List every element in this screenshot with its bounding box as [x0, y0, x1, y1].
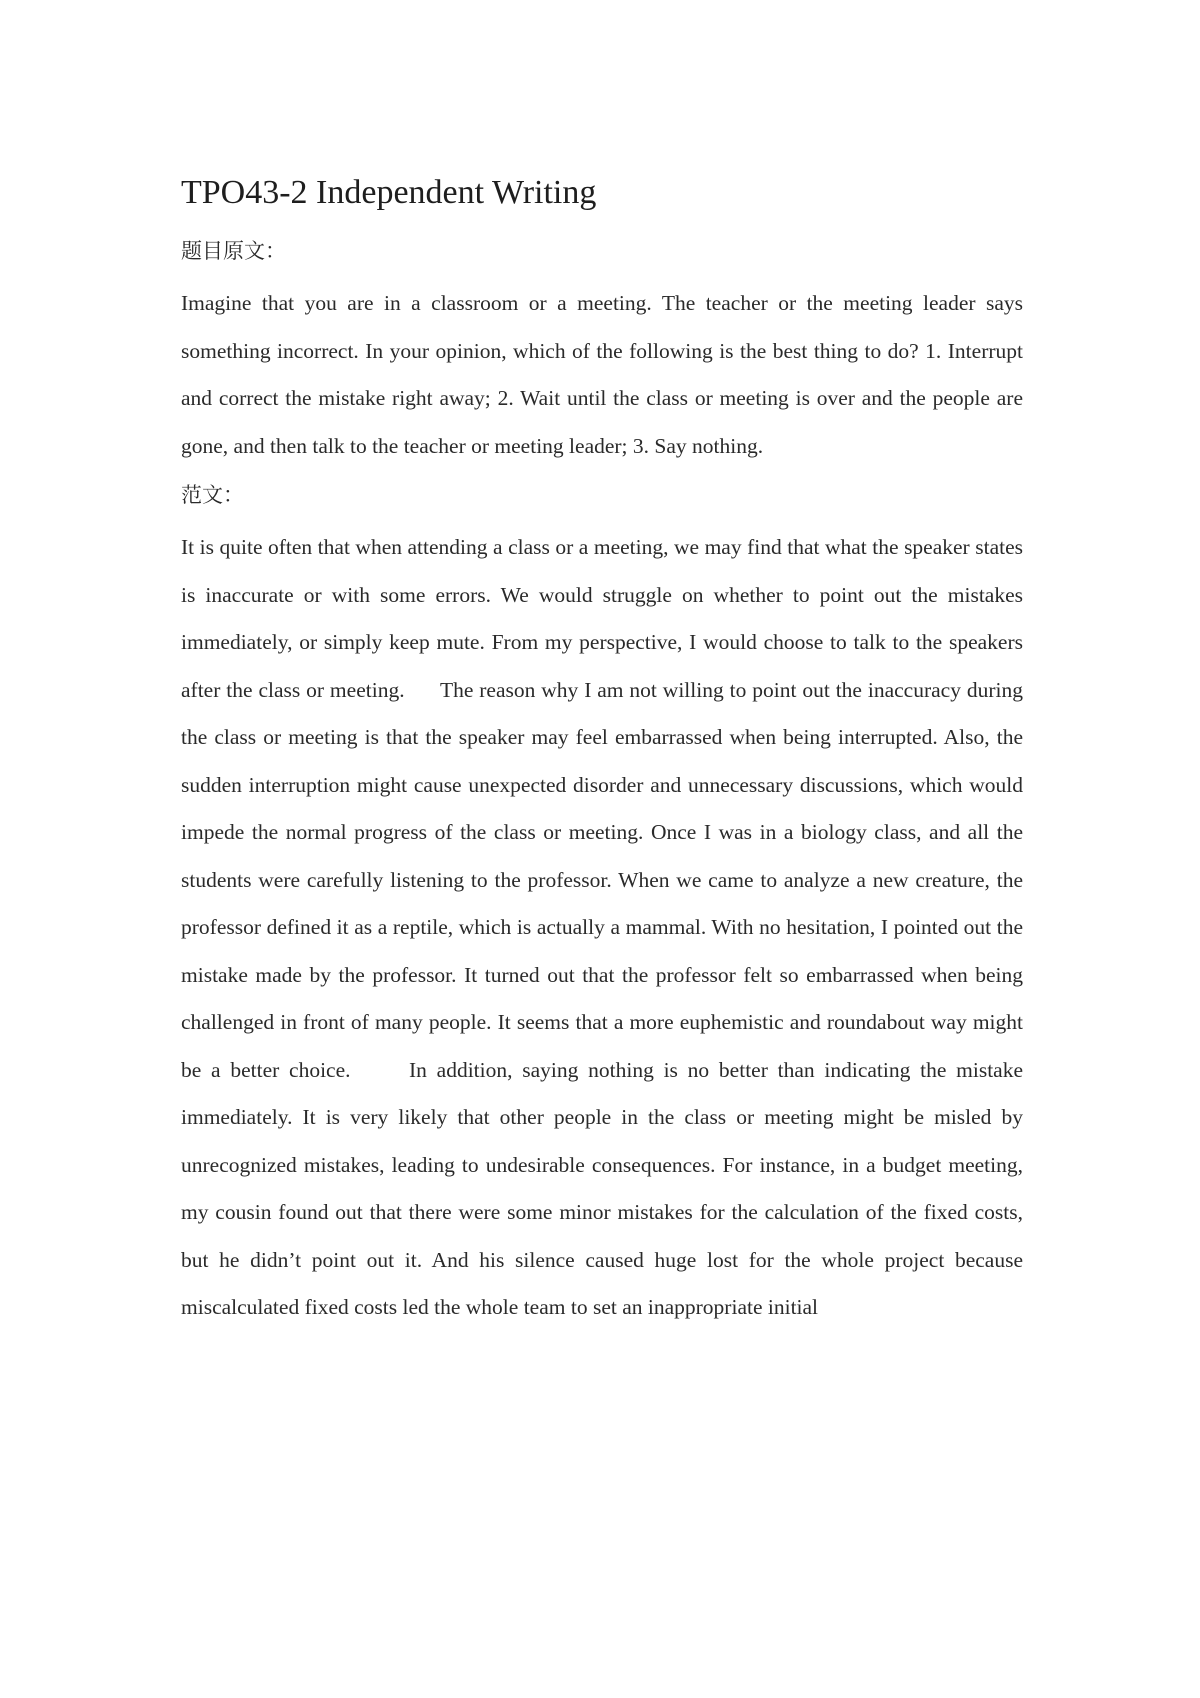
prompt-text: Imagine that you are in a classroom or a meeting. The teacher or the meeting leader says something incorrect. In your opinion, which of the following is the best thing to do? 1. Interrupt and correct the mistake right away; 2. Wait until the class or meeting is over and the people are gone, and then talk to the teacher or meeting leader; 3. Say nothing. — [181, 291, 1023, 458]
document-title: TPO43-2 Independent Writing — [181, 174, 597, 211]
essay-label: 范文： — [181, 483, 244, 507]
essay-text: It is quite often that when attending a class or a meeting, we may find that what the speaker states is inaccurate or with some errors. We would struggle on whether to point out the mistakes immediately, or simply keep mute. From my perspective, I would choose to talk to the speakers after the class or meeting. The reason why I am not willing to point out the inaccuracy during the class or meeting is that the speaker may feel embarrassed when being interrupted. Also, the sudden interruption might cause unexpected disorder and unnecessary discussions, which would impede the normal progress of the class or meeting. Once I was in a biology class, and all the students were carefully listening to the professor. When we came to analyze a new creature, the professor defined it as a reptile, which is actually a mammal. With no hesitation, I pointed out the mistake made by the professor. It turned out that the professor felt so embarrassed when being challenged in front of many people. It seems that a more euphemistic and roundabout way might be a better choice. In addition, saying nothing is no better than indicating the mistake immediately. It is very likely that other people in the class or meeting might be misled by unrecognized mistakes, leading to undesirable consequences. For instance, in a budget meeting, my cousin found out that there were some minor mistakes for the calculation of the fixed costs, but he didn’t point out it. And his silence caused huge lost for the whole project because miscalculated fixed costs led the whole team to set an inappropriate initial — [181, 535, 1023, 1319]
document-page — [181, 170, 1023, 1342]
prompt-label: 题目原文： — [181, 239, 286, 263]
